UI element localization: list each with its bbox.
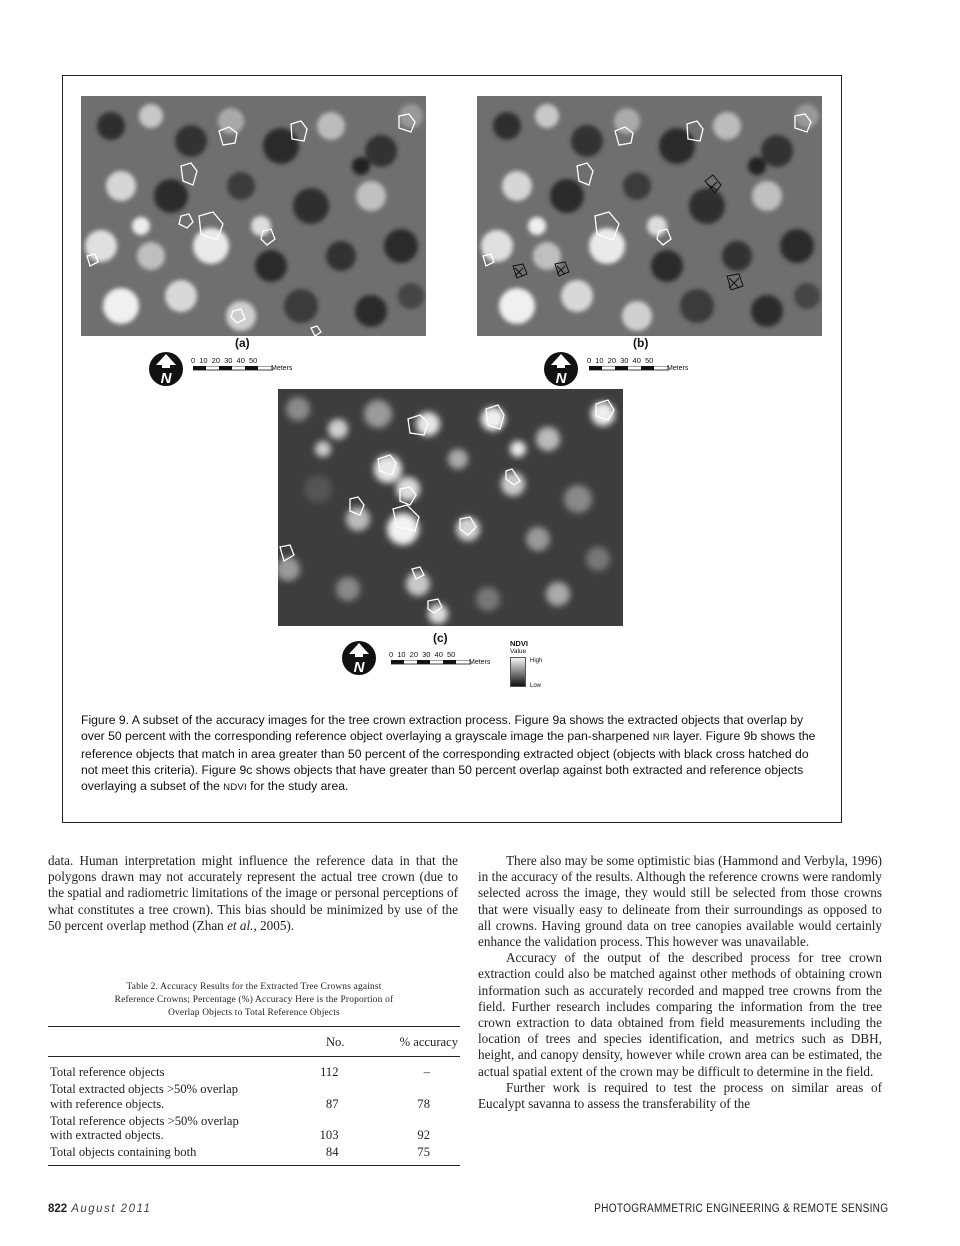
table-title-line-1: Table 2. Accuracy Results for the Extracted Tree Crowns against: [126, 982, 382, 992]
header-accuracy: % accuracy: [399, 1035, 458, 1049]
ndvi-legend: [510, 639, 560, 699]
journal-name: PHOTOGRAMMETRIC ENGINEERING & REMOTE SENSING: [593, 1203, 888, 1215]
scale-unit: Meters: [271, 365, 293, 372]
row-accuracy: –: [423, 1065, 430, 1080]
north-arrow-icon: [340, 639, 378, 677]
right-paragraph-1: There also may be some optimistic bias (Hammond and Verbyla, 1996) in the accuracy of the results. Although the reference crowns were randomly selected across the image, they would still be selected from those crowns that were visually easy to delineate from their surroundings as opposed to all crowns. Having ground data on tree canopies available would certainly enhance the validation process. This however was unavailable.: [478, 853, 882, 950]
page-number: 822: [48, 1203, 68, 1215]
caption-part-3: for the study area.: [246, 779, 349, 793]
north-arrow-icon: [147, 350, 185, 388]
legend-color-ramp: [510, 657, 526, 687]
scale-ticks: 0 10 20 30 40 50: [389, 650, 456, 659]
row-accuracy: 75: [417, 1145, 430, 1160]
caption-nir: NIR: [652, 732, 670, 743]
row-label-line-2: with reference objects.: [50, 1096, 165, 1111]
left-paragraph: [48, 853, 458, 934]
row-accuracy: 78: [417, 1096, 430, 1111]
legend-subtitle: Value: [510, 648, 527, 655]
figure-caption: [81, 712, 825, 796]
row-label: [48, 1080, 292, 1111]
satellite-image-b: [477, 96, 822, 336]
ndvi-image-c: [278, 389, 623, 626]
caption-ndvi: NDVI: [223, 782, 247, 793]
left-paragraph-end: , 2005).: [253, 917, 295, 933]
north-arrow-icon: [542, 350, 580, 388]
row-no: 112: [320, 1065, 339, 1080]
north-symbol: N: [160, 370, 172, 387]
caption-part-1: Figure 9. A subset of the accuracy images for the tree crown extraction process. Figure 9a shows the extracted objects that overlap by over 50 percent with the corresponding reference object overlaying a grayscale image the pan-sharpened: [81, 713, 804, 743]
header-no: No.: [325, 1035, 345, 1049]
row-label: Total reference objects: [50, 1065, 165, 1080]
scale-ticks: 0 10 20 30 40 50: [587, 356, 654, 365]
legend-low: Low: [530, 683, 542, 689]
header-label: [48, 1027, 292, 1057]
row-label-line-1: Total reference objects >50% overlap: [50, 1113, 239, 1128]
row-label-line-2: with extracted objects.: [50, 1128, 164, 1143]
row-accuracy: 92: [417, 1128, 430, 1143]
table-row: [48, 1112, 460, 1143]
row-no: 103: [319, 1128, 339, 1143]
table-header-row: [48, 1027, 460, 1057]
scale-bar-a: [191, 356, 301, 376]
page-footer-left: [48, 1203, 151, 1215]
panel-label-b: (b): [633, 336, 649, 350]
issue-date: August 2011: [71, 1203, 152, 1215]
table-row: [48, 1080, 460, 1111]
scale-bar-c: [389, 650, 499, 670]
figure-9: [62, 75, 842, 823]
table-row: [48, 1143, 460, 1166]
right-paragraph-2: Accuracy of the output of the described process for tree crown extraction could also be matched against other methods of obtaining crown information such as accurately recorded and mapped tree crowns from the field. Further research includes comparing the information from the tree crown extraction to data obtained from field measurements including the location of trees and species identification, and metrics such as DBH, height, and canopy density, however while crown area can be estimated, the actual spatial extent of the crown may be difficult to determine in the field.: [478, 950, 882, 1079]
citation-etal: et al.: [227, 917, 254, 933]
table-row: [48, 1057, 460, 1081]
right-column: [478, 853, 882, 1112]
row-label-line-1: Total extracted objects >50% overlap: [50, 1082, 239, 1097]
row-label: [48, 1112, 292, 1143]
panel-label-a: (a): [235, 336, 250, 350]
panel-label-c: (c): [433, 631, 448, 645]
scale-ticks: 0 10 20 30 40 50: [191, 356, 258, 365]
legend-high: High: [530, 658, 543, 664]
table-title: [48, 981, 460, 1020]
scale-unit: Meters: [667, 365, 689, 372]
table-2: [48, 981, 460, 1166]
accuracy-table: [48, 1026, 460, 1166]
north-symbol: N: [353, 659, 365, 676]
scale-unit: Meters: [469, 659, 491, 666]
row-no: 84: [325, 1145, 339, 1160]
right-paragraph-3: Further work is required to test the process on similar areas of Eucalypt savanna to assess the transferability of the: [478, 1079, 882, 1112]
table-title-line-3: Overlap Objects to Total Reference Objects: [168, 1008, 340, 1018]
satellite-image-a: [81, 96, 426, 336]
north-symbol: N: [555, 370, 567, 387]
left-paragraph-text: data. Human interpretation might influence the reference data in that the polygons drawn may not accurately represent the actual tree crown (due to the spatial and radiometric limitations of the image or personal perceptions of what constitutes a tree crown). This bias should be minimized by use of the 50 percent overlap method (Zhan: [48, 853, 458, 933]
caption-part-2: layer. Figure 9b shows the reference objects that match in area greater than 50 percent of the corresponding extracted object (objects with black cross hatched do not meet this criteria). Figure 9c shows objects that have greater than 50 percent overlap against both extracted and reference objects overlaying a subset of the: [81, 729, 816, 793]
legend-title: NDVI: [510, 639, 528, 648]
row-no: 87: [325, 1096, 339, 1111]
scale-bar-b: [587, 356, 697, 376]
row-label: Total objects containing both: [50, 1145, 197, 1160]
table-title-line-2: Reference Crowns; Percentage (%) Accuracy Here is the Proportion of: [114, 995, 394, 1005]
left-column: [48, 853, 458, 934]
